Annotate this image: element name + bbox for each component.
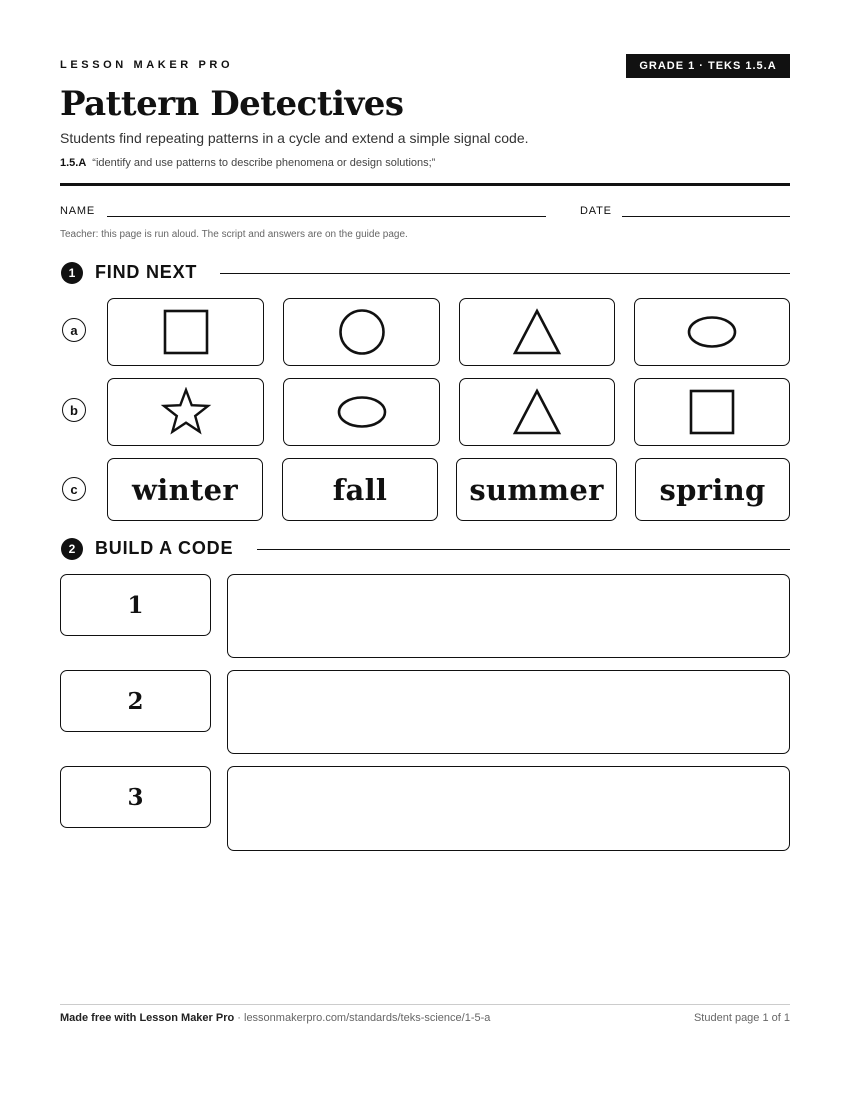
section-1-rule bbox=[220, 273, 790, 274]
square-icon bbox=[162, 308, 210, 356]
row-c-label: c bbox=[62, 477, 86, 501]
pattern-card-c4[interactable] bbox=[635, 458, 790, 521]
standard-text: “identify and use patterns to describe phenomena or design solutions;” bbox=[92, 157, 436, 169]
page-subtitle: Students find repeating patterns in a cycle and extend a simple signal code. bbox=[60, 130, 529, 146]
section-2-rule bbox=[257, 549, 790, 550]
header-divider bbox=[60, 183, 790, 186]
pattern-card-b1[interactable] bbox=[107, 378, 264, 446]
pattern-card-a4[interactable] bbox=[634, 298, 790, 366]
pattern-card-a1[interactable] bbox=[107, 298, 264, 366]
pattern-card-b4[interactable] bbox=[634, 378, 790, 446]
standard-line bbox=[60, 157, 435, 169]
footer-page-number: Student page 1 of 1 bbox=[693, 1012, 790, 1024]
date-label: DATE bbox=[580, 205, 612, 217]
brand-name: LESSON MAKER PRO bbox=[60, 59, 234, 71]
name-field[interactable] bbox=[107, 216, 546, 217]
pattern-card-c1[interactable] bbox=[107, 458, 263, 521]
code-number-card bbox=[60, 670, 211, 732]
name-label: NAME bbox=[60, 205, 95, 217]
code-number-card bbox=[60, 574, 211, 636]
star-icon bbox=[160, 387, 212, 437]
code-number: 3 bbox=[127, 783, 144, 811]
pattern-card-a2[interactable] bbox=[283, 298, 440, 366]
oval-icon bbox=[336, 394, 388, 430]
season-word: summer bbox=[469, 472, 604, 507]
section-2-badge: 2 bbox=[61, 538, 83, 560]
triangle-icon bbox=[512, 308, 562, 356]
pattern-card-b2[interactable] bbox=[283, 378, 440, 446]
grade-badge: GRADE 1 · TEKS 1.5.A bbox=[626, 54, 790, 78]
footer-url[interactable]: · lessonmakerpro.com/standards/teks-science/1-5-a bbox=[237, 1012, 491, 1024]
row-a-label: a bbox=[62, 318, 86, 342]
page-title: Pattern Detectives bbox=[60, 84, 404, 124]
section-1-title: FIND NEXT bbox=[95, 262, 198, 282]
pattern-card-b3[interactable] bbox=[459, 378, 615, 446]
circle-icon bbox=[338, 308, 386, 356]
row-b-label: b bbox=[62, 398, 86, 422]
teacher-note: Teacher: this page is run aloud. The script and answers are on the guide page. bbox=[60, 229, 408, 240]
footer-divider bbox=[60, 1004, 790, 1005]
code-number: 1 bbox=[127, 591, 144, 619]
season-word: fall bbox=[332, 472, 388, 507]
footer-credit bbox=[60, 1012, 490, 1024]
season-word: spring bbox=[659, 472, 766, 507]
code-answer-box[interactable] bbox=[227, 574, 790, 658]
season-word: winter bbox=[132, 472, 238, 507]
section-1-badge: 1 bbox=[61, 262, 83, 284]
section-2-title: BUILD A CODE bbox=[95, 538, 234, 558]
pattern-card-a3[interactable] bbox=[459, 298, 615, 366]
footer-made-with: Made free with Lesson Maker Pro bbox=[60, 1012, 235, 1024]
oval-icon bbox=[686, 314, 738, 350]
date-field[interactable] bbox=[622, 216, 790, 217]
pattern-card-c2[interactable] bbox=[282, 458, 438, 521]
pattern-card-c3[interactable] bbox=[456, 458, 617, 521]
code-number-card bbox=[60, 766, 211, 828]
triangle-icon bbox=[512, 388, 562, 436]
code-number: 2 bbox=[127, 687, 144, 715]
code-answer-box[interactable] bbox=[227, 766, 790, 851]
square-icon bbox=[688, 388, 736, 436]
standard-code: 1.5.A bbox=[60, 157, 87, 169]
code-answer-box[interactable] bbox=[227, 670, 790, 754]
